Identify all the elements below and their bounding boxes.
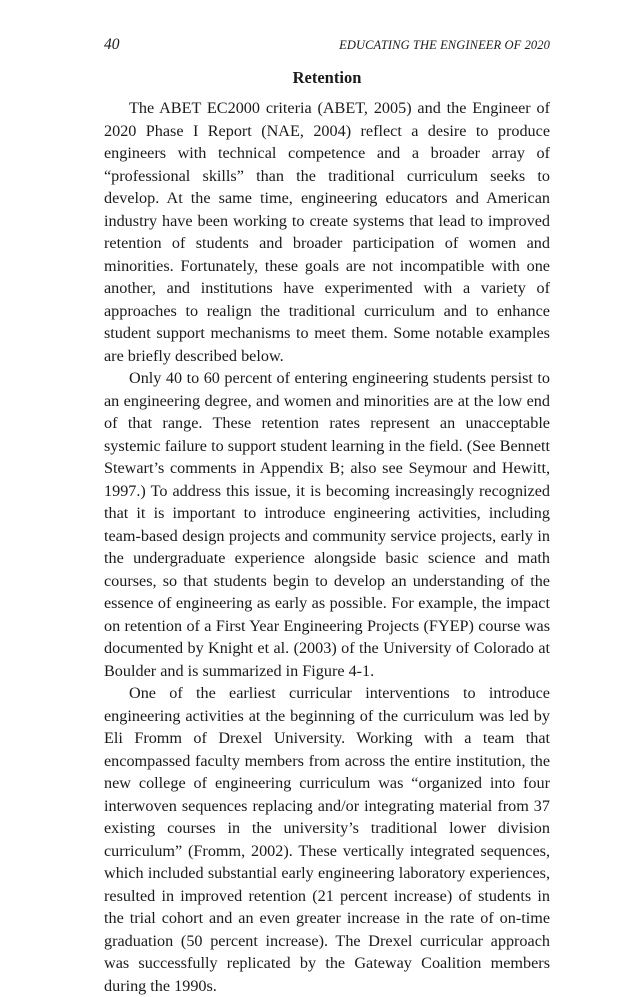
paragraph: The ABET EC2000 criteria (ABET, 2005) and the Engineer of 2020 Phase I Report (NAE, 2004) reflect a desire to produce engineers with technical competence and a broader array of “professional skills” than the traditional curriculum seeks to develop. At the same time, engineering educators and American industry have been working to create systems that lead to improved retention of students and broader participation of women and minorities. Fortunately, these goals are not incompatible with one another, and institutions have experimented with a variety of approaches to realign the traditional curriculum and to enhance student support mechanisms to meet them. Some notable examples are briefly described below.	[104, 99, 550, 365]
running-title: EDUCATING THE ENGINEER OF 2020	[339, 38, 550, 52]
page-number: 40	[104, 36, 120, 53]
paragraph: One of the earliest curricular interventions to introduce engineering activities at the beginning of the curriculum was led by Eli Fromm of Drexel University. Working with a team that encompassed faculty members from across the entire institution, the new college of engineering curriculum was “organized into four interwoven sequences replacing and/or integrating material from 37 existing courses in the university’s traditional lower division curriculum” (Fromm, 2002). These vertically integrated sequences, which included substantial early engineering laboratory experiences, resulted in improved retention (21 percent increase) of students in the trial cohort and an even greater increase in the rate of on-time graduation (50 percent increase). The Drexel curricular approach was successfully replicated by the Gateway Coalition members during the 1990s.	[104, 684, 550, 995]
body-text	[104, 97, 550, 997]
paragraph: Only 40 to 60 percent of entering engineering students persist to an engineering degree, and women and minorities are at the low end of that range. These retention rates represent an unacceptable systemic failure to support student learning in the field. (See Bennett Stewart’s comments in Appendix B; also see Seymour and Hewitt, 1997.) To address this issue, it is becoming increasingly recognized that it is important to introduce engineering activities, including team-based design projects and community service projects, early in the undergraduate experience alongside basic science and math courses, so that students begin to develop an understanding of the essence of engineering as early as possible. For example, the impact on retention of a First Year Engineering Projects (FYEP) course was documented by Knight et al. (2003) of the University of Colorado at Boulder and is summarized in Figure 4-1.	[104, 369, 550, 680]
section-heading: Retention	[292, 68, 362, 87]
page-header	[104, 36, 550, 58]
